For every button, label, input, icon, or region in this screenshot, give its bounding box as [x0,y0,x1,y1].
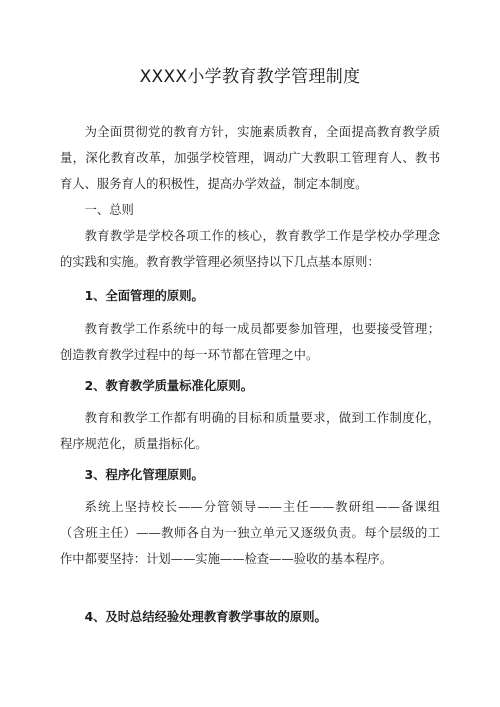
principle-1-heading: 1、全面管理的原则。 [84,289,204,303]
principle-3-body: 系统上坚持校长——分管领导——主任——教研组——备课组（含班主任）——教师各自为一独立单元又逐级负责。每个层级的工作中都要坚持：计划——实施——检查——验收的基本程序。 [60,500,440,566]
principle-1-body: 教育教学工作系统中的每一成员都要参加管理，也要接受管理；创造教育教学过程中的每一环节都在管理之中。 [60,322,440,362]
document-title: XXXX小学教育教学管理制度 [139,67,361,87]
principle-2-body: 教育和教学工作都有明确的目标和质量要求，做到工作制度化，程序规范化，质量指标化。 [60,411,440,451]
section-general-body: 教育教学是学校各项工作的核心，教育教学工作是学校办学理念的实践和实施。教育教学管理必须坚持以下几点基本原则： [60,229,440,269]
intro-paragraph: 为全面贯彻党的教育方针，实施素质教育，全面提高教育教学质量，深化教育改革，加强学校管理，调动广大教职工管理育人、教书育人、服务育人的积极性，提高办学效益，制定本制度。 [60,125,440,191]
principle-4-heading: 4、及时总结经验处理教育教学事故的原则。 [84,610,327,624]
principle-3-heading: 3、程序化管理原则。 [84,468,204,482]
section-general-title: 一、总则 [84,203,134,217]
principle-2-heading: 2、教育教学质量标准化原则。 [84,379,254,393]
